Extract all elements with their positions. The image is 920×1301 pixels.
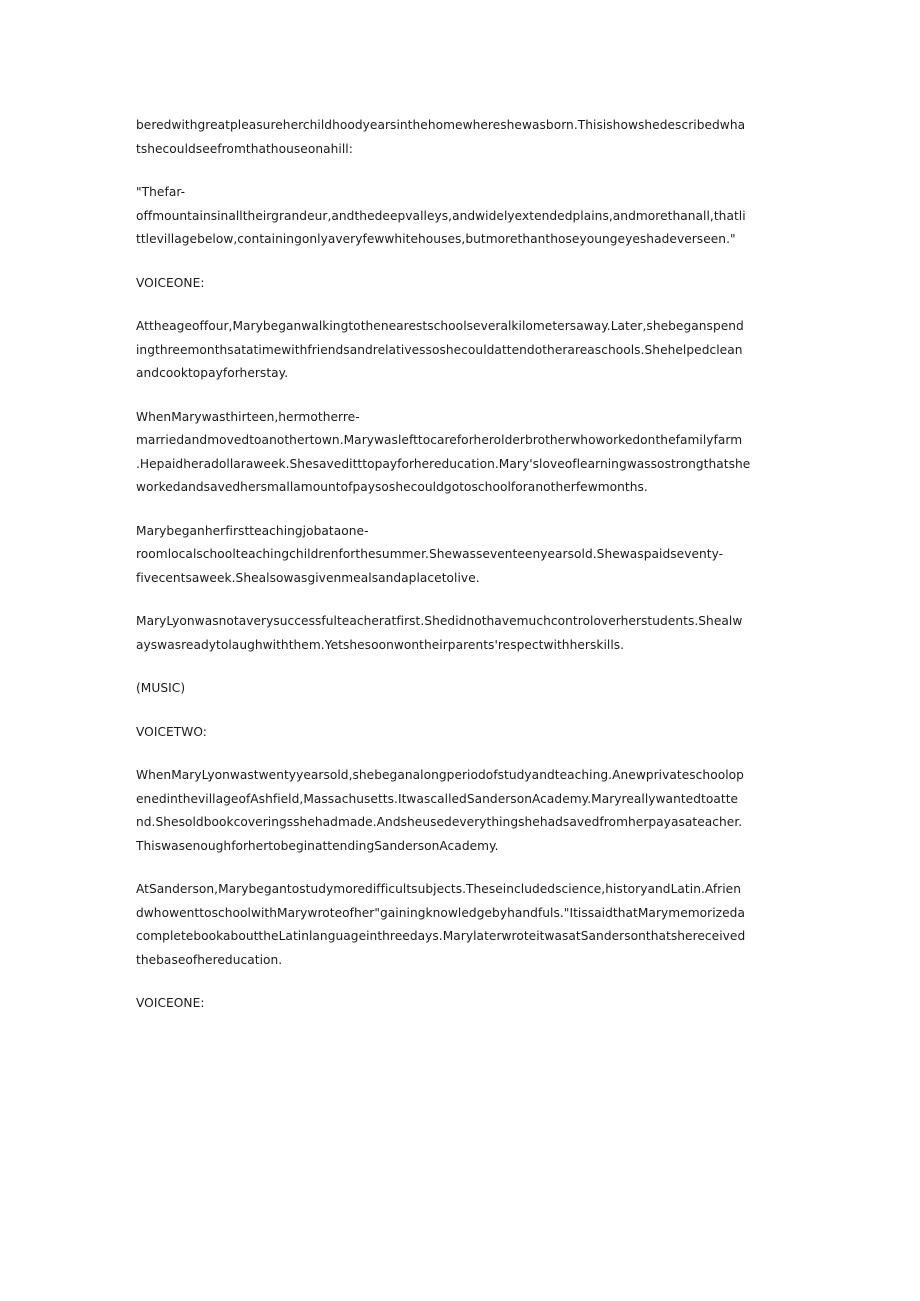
text-line: andcooktopayforherstay. [136,366,289,380]
text-line: AtSanderson,Marybegantostudymoredifficultsubjects.Theseincludedscience,historyandLatin.Afrien [136,882,742,896]
paragraph [136,315,788,386]
document-body [136,114,788,1036]
text-line: roomlocalschoolteachingchildrenforthesummer.Shewasseventeenyearsold.Shewaspaidseventy- [136,547,724,561]
paragraph [136,878,788,972]
text-line: WhenMaryLyonwastwentyyearsold,shebeganalongperiodofstudyandteaching.Anewprivateschoolop [136,768,744,782]
text-line: Marybeganherfirstteachingjobataone- [136,523,369,538]
music-cue [136,677,788,701]
text-line: (MUSIC) [136,681,186,695]
paragraph [136,764,788,858]
text-line: ayswasreadytolaughwiththem.Yetshesoonwontheirparents'respectwithherskills. [136,637,625,652]
text-line: enedinthevillageofAshfield,Massachusetts.ItwascalledSandersonAcademy.Maryreallywantedtoatte [136,791,739,806]
text-line: ThiswasenoughforhertobeginattendingSandersonAcademy. [136,838,499,853]
text-line: workedandsavedhersmallamountofpaysoshecouldgotoschoolforanotherfewmonths. [136,480,648,494]
paragraph [136,520,788,591]
text-line: VOICEONE: [136,996,205,1010]
paragraph [136,406,788,500]
text-line: .Hepaidheradollaraweek.Shesaveditttopayforhereducation.Mary'sloveoflearningwassostrongthatshe [136,456,751,471]
text-line: dwhowenttoschoolwithMarywroteofher"gainingknowledgebyhandfuls."ItissaidthatMarymemorizeda [136,905,745,920]
text-line: marriedandmovedtoanothertown.Marywaslefttocareforherolderbrotherwhoworkedonthefamilyfarm [136,433,743,447]
text-line: nd.Shesoldbookcoveringsshehadmade.Andsheusedeverythingshehadsavedfromherpayasateacher. [136,815,743,829]
text-line: fivecentsaweek.Shealsowasgivenmealsandaplacetolive. [136,570,480,585]
text-line: beredwithgreatpleasureherchildhoodyearsinthehomewhereshewasborn.Thisishowshedescribedwha [136,118,746,132]
text-line: ttlevillagebelow,containingonlyaveryfewwhitehouses,butmorethanthoseyoungeyeshadeverseen." [136,232,736,246]
speaker-label [136,721,788,745]
text-line: thebaseofhereducation. [136,952,283,967]
speaker-label [136,272,788,296]
text-line: completebookabouttheLatinlanguageinthreedays.MarylaterwroteitwasatSandersonthatshereceived [136,929,746,943]
paragraph [136,610,788,657]
text-line: Attheageoffour,Marybeganwalkingtothenearestschoolseveralkilometersaway.Later,shebeganspend [136,319,744,333]
text-line: ingthreemonthsatatimewithfriendsandrelativessoshecouldattendotherareaschools.Shehelpedclean [136,342,743,357]
quote-paragraph [136,181,788,252]
text-line: WhenMarywasthirteen,hermotherre- [136,409,360,424]
text-line: VOICETWO: [136,724,207,739]
text-line: MaryLyonwasnotaverysuccessfulteacheratfirst.Shedidnothavemuchcontroloverherstudents.Shealw [136,614,743,628]
paragraph [136,114,788,161]
speaker-label [136,992,788,1016]
text-line: offmountainsinalltheirgrandeur,andthedeepvalleys,andwidelyextendedplains,andmorethanall,thatli [136,208,746,223]
text-line: VOICEONE: [136,275,205,290]
text-line: tshecouldseefromthathouseonahill: [136,141,353,156]
text-line: "Thefar- [136,185,186,199]
